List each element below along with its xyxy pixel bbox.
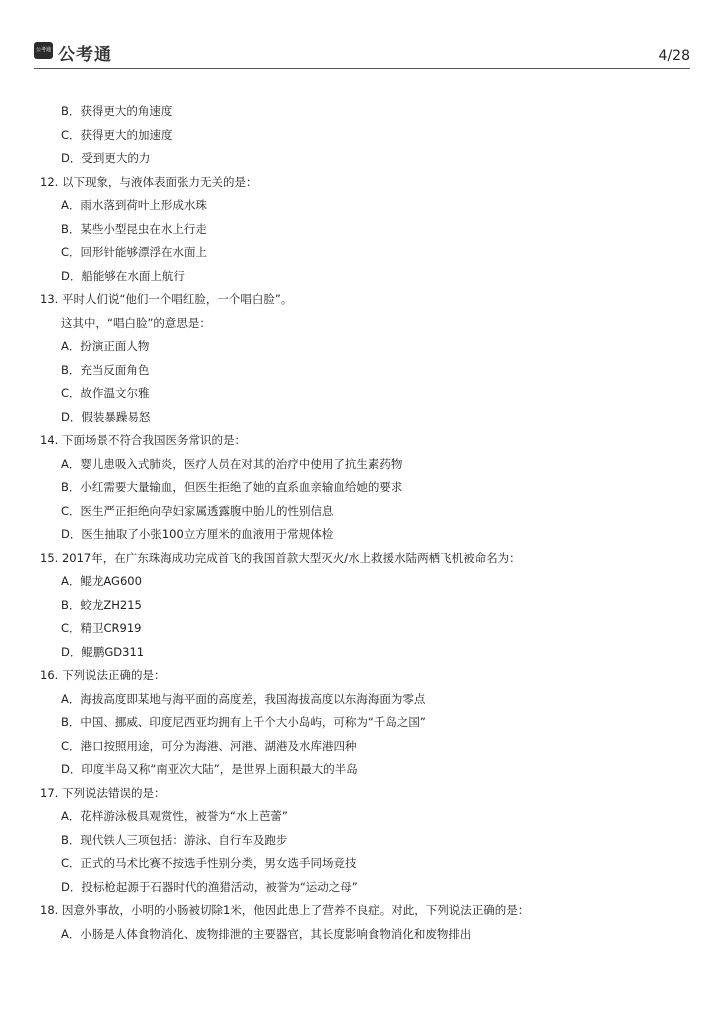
answer-option: C．回形针能够漂浮在水面上 — [61, 245, 208, 259]
answer-option: D．印度半岛又称“南亚次大陆”，是世界上面积最大的半岛 — [61, 762, 358, 776]
answer-option: A．小肠是人体食物消化、废物排泄的主要器官，其长度影响食物消化和废物排出 — [61, 926, 472, 941]
answer-option: D．鲲鹏GD311 — [61, 644, 145, 659]
question-stem: 17. 下列说法错误的是： — [40, 785, 166, 800]
question-stem: 14. 下面场景不符合我国医务常识的是： — [40, 433, 246, 447]
answer-option: B．充当反面角色 — [61, 362, 150, 377]
brand-name: 公考通 — [58, 45, 112, 65]
question-stem: 12. 以下现象，与液体表面张力无关的是： — [40, 174, 258, 189]
page-header — [34, 40, 690, 69]
answer-option: C．精卫CR919 — [61, 621, 142, 635]
question-stem: 15. 2017年，在广东珠海成功完成首飞的我国首款大型灭火/水上救援水陆两栖飞机被命名为： — [40, 550, 521, 565]
answer-option: B．获得更大的角速度 — [61, 104, 173, 118]
answer-option: 这其中，“唱白脸”的意思是： — [61, 315, 211, 330]
answer-option: B．蛟龙ZH215 — [61, 597, 142, 612]
answer-option: B．某些小型昆虫在水上行走 — [61, 221, 207, 236]
question-list — [40, 100, 690, 946]
answer-option: D．投标枪起源于石器时代的渔猎活动，被誉为“运动之母” — [61, 879, 358, 894]
answer-option: A．花样游泳极具观赏性，被誉为“水上芭蕾” — [61, 809, 288, 823]
answer-option: A．扮演正面人物 — [61, 339, 150, 353]
answer-option: C．正式的马术比赛不按选手性别分类，男女选手同场竞技 — [61, 856, 357, 870]
answer-option: D．假装暴躁易怒 — [61, 409, 151, 424]
question-stem: 16. 下列说法正确的是： — [40, 668, 166, 682]
answer-option: A．婴儿患吸入式肺炎，医疗人员在对其的治疗中使用了抗生素药物 — [61, 456, 403, 471]
answer-option: C．港口按照用途，可分为海港、河港、湖港及水库港四种 — [61, 738, 357, 753]
answer-option: D．受到更大的力 — [61, 151, 151, 165]
answer-option: C．故作温文尔雅 — [61, 386, 150, 400]
page-number: 4/28 — [658, 48, 690, 64]
answer-option: C．获得更大的加速度 — [61, 127, 173, 142]
answer-option: B．中国、挪威、印度尼西亚均拥有上千个大小岛屿，可称为“千岛之国” — [61, 715, 426, 729]
answer-option: D．船能够在水面上航行 — [61, 268, 185, 283]
answer-option: B．现代铁人三项包括：游泳、自行车及跑步 — [61, 832, 288, 847]
answer-option: A．鲲龙AG600 — [61, 574, 142, 588]
answer-option: A．海拔高度即某地与海平面的高度差，我国海拔高度以东海海面为零点 — [61, 691, 426, 706]
question-stem: 18. 因意外事故，小明的小肠被切除1米，他因此患上了营养不良症。对此，下列说法正确的是： — [40, 903, 530, 917]
answer-option: A．雨水落到荷叶上形成水珠 — [61, 198, 207, 212]
question-stem: 13. 平时人们说“他们一个唱红脸，一个唱白脸”。 — [40, 292, 293, 306]
answer-option: C．医生严正拒绝向孕妇家属透露腹中胎儿的性别信息 — [61, 503, 334, 518]
logo-icon: 公考通 — [34, 42, 53, 59]
answer-option: D．医生抽取了小张100立方厘米的血液用于常规体检 — [61, 527, 334, 541]
answer-option: B．小红需要大量输血，但医生拒绝了她的直系血亲输血给她的要求 — [61, 480, 403, 494]
